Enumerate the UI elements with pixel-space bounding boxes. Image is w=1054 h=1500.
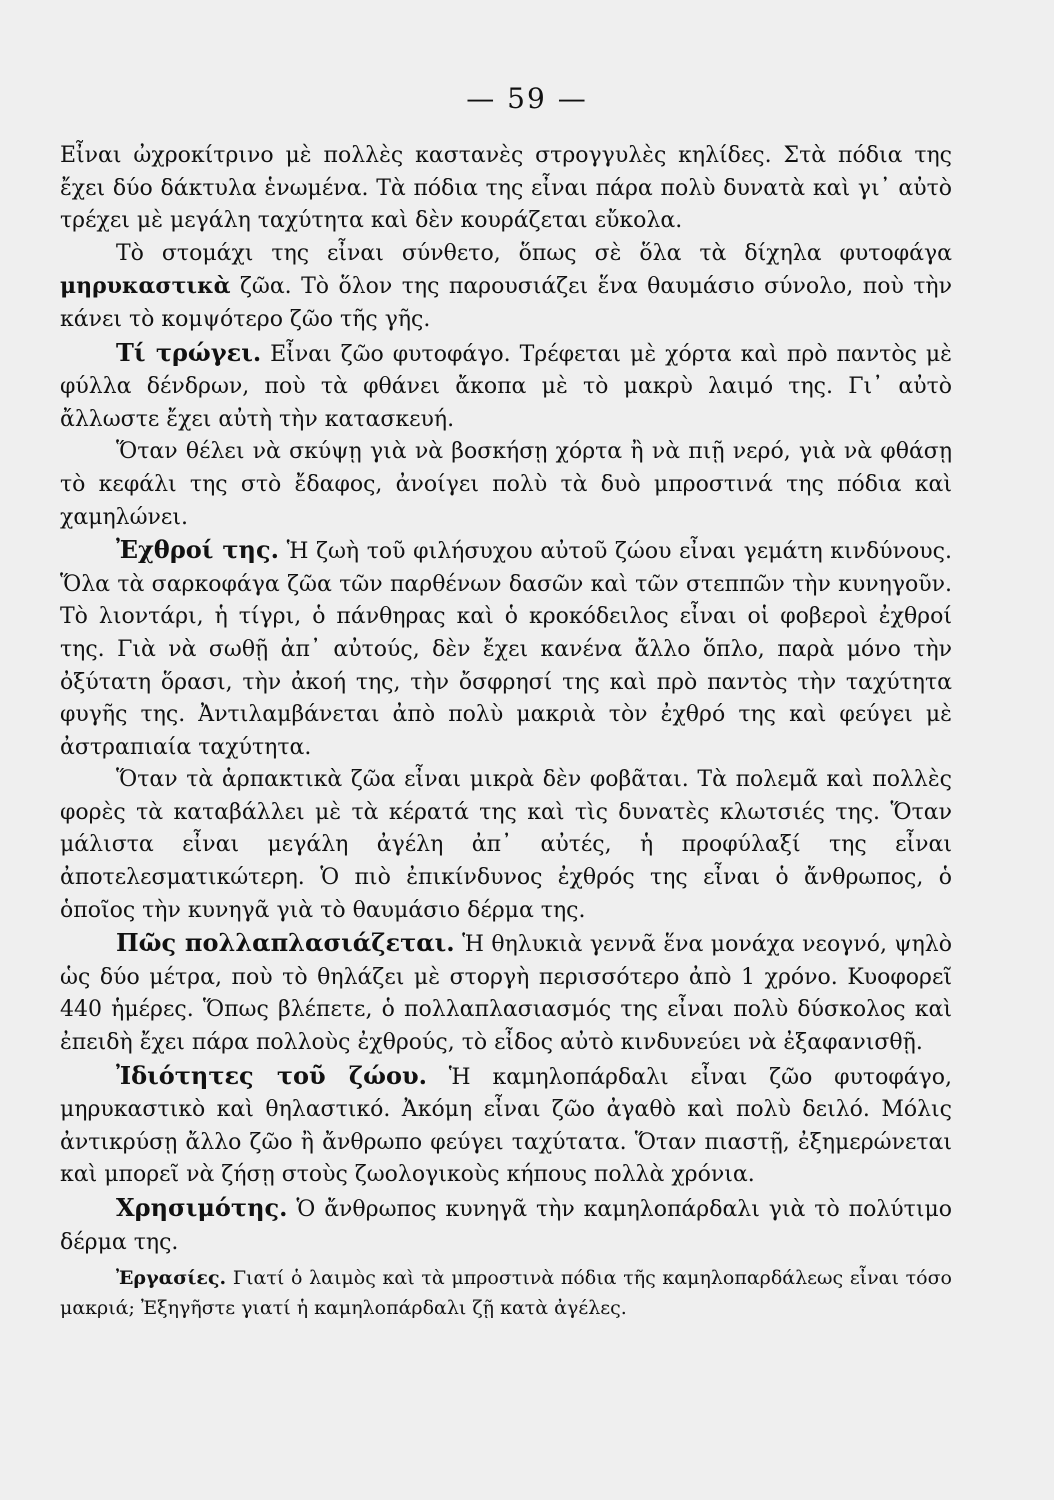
heading-enemies: Ἐχθροί της.	[116, 535, 279, 565]
enemies-text: Ἡ ζωὴ τοῦ φιλήσυχου αὐτοῦ ζώου εἶναι γεμάτη κινδύνους. Ὅλα τὰ σαρκοφάγα ζῶα τῶν παρθένων δασῶν καὶ τῶν στεππῶν τὴν κυνηγοῦν. Τὸ λιοντάρι, ἡ τίγρι, ὁ πάνθηρας καὶ ὁ κροκόδειλος εἶναι οἱ φοβεροὶ ἐχθροί της. Γιὰ νὰ σωθῇ ἀπ᾽ αὐτούς, δὲν ἔχει κανένα ἄλλο ὅπλο, παρὰ μόνο τὴν ὀξύτατη ὅρασι, τὴν ἀκοή της, τὴν ὄσφρησί της καὶ πρὸ παντὸς τὴν ταχύτητα φυγῆς της. Ἀντιλαμβάνεται ἀπὸ πολὺ μακριὰ τὸν ἐχθρό της καὶ φεύγει μὲ ἀστραπιαία ταχύτητα.	[60, 539, 952, 760]
exercises-text: Γιατί ὁ λαιμὸς καὶ τὰ μπροστινὰ πόδια τῆς καμηλοπαρδάλεως εἶναι τόσο μακριά; Ἐξηγῆστε γιατί ἡ καμηλοπάρδαλι ζῇ κατὰ ἀγέλες.	[60, 1267, 952, 1320]
paragraph-appearance: Εἶναι ὠχροκίτρινο μὲ πολλὲς καστανὲς στρογγυλὲς κηλίδες. Στὰ πόδια της ἔχει δύο δάκτυλα ἑνωμένα. Τὰ πόδια της εἶναι πάρα πολὺ δυνατὰ καὶ γι᾽ αὐτὸ τρέχει μὲ μεγάλη ταχύτητα καὶ δὲν κουράζεται εὔκολα.	[60, 143, 952, 234]
paragraph-stomach	[60, 238, 952, 337]
food-text: Εἶναι ζῶο φυτοφάγο. Τρέφεται μὲ χόρτα καὶ πρὸ παντὸς μὲ φύλλα δένδρων, ποὺ τὰ φθάνει ἄκοπα μὲ τὸ μακρὺ λαιμό της. Γι᾽ αὐτὸ ἄλλωστε ἔχει αὐτὴ τὴν κατασκευή.	[60, 341, 952, 432]
heading-what-it-eats: Τί τρώγει.	[116, 337, 262, 367]
paragraph-enemies	[60, 534, 952, 764]
paragraph-properties	[60, 1060, 952, 1192]
page-body	[60, 140, 952, 1323]
paragraph-food	[60, 337, 952, 437]
heading-reproduction: Πῶς πολλαπλασιάζεται.	[116, 928, 455, 958]
properties-text: Ἡ καμηλοπάρδαλι εἶναι ζῶο φυτοφάγο, μηρυκαστικὸ καὶ θηλαστικό. Ἀκόμη εἶναι ζῶο ἀγαθὸ καὶ πολὺ δειλό. Μόλις ἀντικρύσῃ ἄλλο ζῶο ἢ ἄνθρωπο φεύγει ταχύτατα. Ὅταν πιαστῇ, ἐξημερώνεται καὶ μπορεῖ νὰ ζήσῃ στοὺς ζωολογικοὺς κήπους πολλὰ χρόνια.	[60, 1064, 952, 1188]
paragraph-usefulness	[60, 1192, 952, 1259]
usefulness-text: Ὁ ἄνθρωπος κυνηγᾶ τὴν καμηλοπάρδαλι γιὰ τὸ πολύτιμο δέρμα της.	[60, 1197, 952, 1255]
page-number: — 59 —	[466, 82, 588, 115]
heading-usefulness: Χρησιμότης.	[116, 1193, 288, 1222]
paragraph-drinking: Ὅταν θέλει νὰ σκύψῃ γιὰ νὰ βοσκήσῃ χόρτα ἢ νὰ πιῇ νερό, γιὰ νὰ φθάσῃ τὸ κεφάλι της στὸ ἔδαφος, ἀνοίγει πολὺ τὰ δυὸ μπροστινά της πόδια καὶ χαμηλώνει.	[60, 439, 952, 530]
paragraph-exercises	[60, 1263, 952, 1323]
stomach-text-a: Τὸ στομάχι της εἶναι σύνθετο, ὅπως σὲ ὅλα τὰ δίχηλα φυτοφάγα	[116, 240, 952, 266]
stomach-text-b: ζῶα. Τὸ ὅλον της παρουσιάζει ἕνα θαυμάσιο σύνολο, ποὺ τὴν κάνει τὸ κομψότερο ζῶο τῆς γῆς.	[60, 274, 952, 332]
heading-exercises: Ἐργασίες.	[116, 1267, 227, 1290]
heading-properties: Ἰδιότητες τοῦ ζώου.	[116, 1060, 427, 1090]
reproduction-text: Ἡ θηλυκιὰ γεννᾶ ἕνα μονάχα νεογνό, ψηλὸ ὡς δύο μέτρα, ποὺ τὸ θηλάζει μὲ στοργὴ περισσότερο ἀπὸ 1 χρόνο. Κυοφορεῖ 440 ἡμέρες. Ὅπως βλέπετε, ὁ πολλαπλασιασμός της εἶναι πολὺ δύσκολος καὶ ἐπειδὴ ἔχει πάρα πολλοὺς ἐχθρούς, τὸ εἶδος αὐτὸ κινδυνεύει νὰ ἐξαφανισθῇ.	[60, 932, 952, 1056]
paragraph-reproduction	[60, 927, 952, 1059]
ruminant-term: μηρυκαστικὰ	[60, 273, 231, 300]
paragraph-defense: Ὅταν τὰ ἁρπακτικὰ ζῶα εἶναι μικρὰ δὲν φοβᾶται. Τὰ πολεμᾶ καὶ πολλὲς φορὲς τὰ καταβάλλει μὲ τὰ κέρατά της καὶ τὶς δυνατὲς κλωτσιές της. Ὅταν μάλιστα εἶναι μεγάλη ἀγέλη ἀπ᾽ αὐτές, ἡ προφύλαξί της εἶναι ἀποτελεσματικώτερη. Ὁ πιὸ ἐπικίνδυνος ἐχθρός της εἶναι ὁ ἄνθρωπος, ὁ ὁποῖος τὴν κυνηγᾶ γιὰ τὸ θαυμάσιο δέρμα της.	[60, 767, 952, 923]
